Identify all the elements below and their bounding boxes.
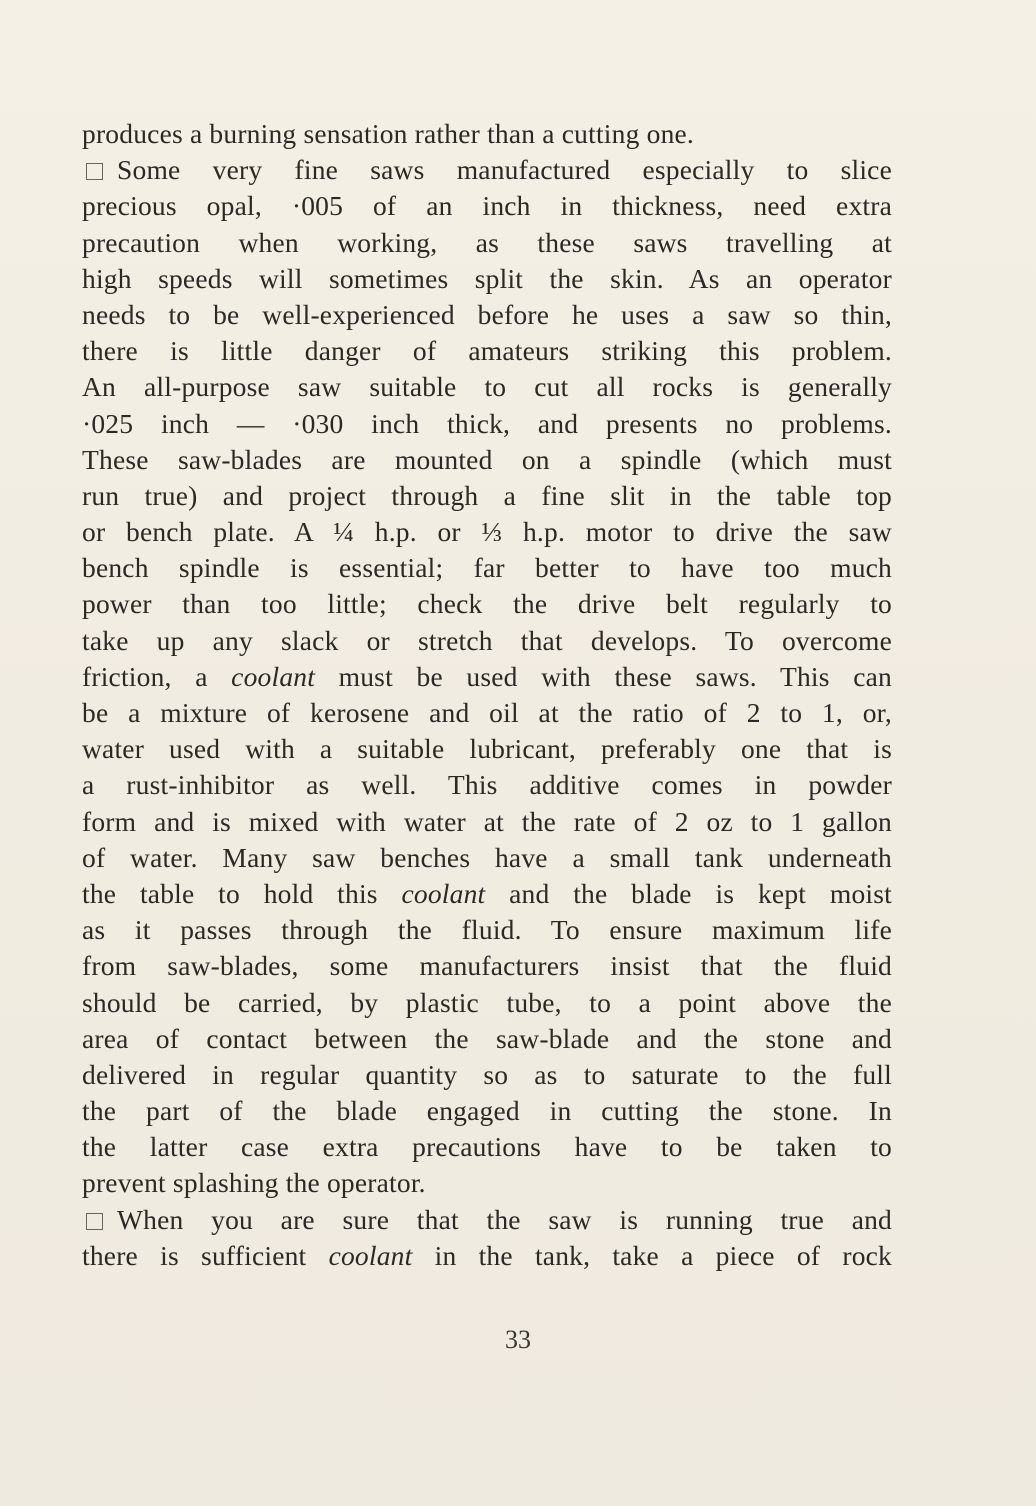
line-text: produces a burning sensation rather than a cutting one. [82,118,694,149]
line-text: needs to be well-experienced before he uses a saw so thin, [82,298,892,330]
text-line [82,442,892,478]
text-line [82,514,892,550]
text-line [82,550,892,586]
line-text: These saw-blades are mounted on a spindle (which must [82,443,892,475]
line-text: there is sufficient coolant in the tank, take a piece of rock [82,1239,892,1271]
line-text: a rust-inhibitor as well. This additive comes in powder [82,769,892,801]
italic-term: coolant [231,660,316,692]
line-text: prevent splashing the operator. [82,1167,426,1199]
text-line [82,152,892,188]
text-line [82,1129,892,1165]
text-line [82,623,892,659]
paragraph-box-icon [86,1213,103,1230]
text-line [82,948,892,984]
line-text: run true) and project through a fine slit in the table top [82,479,892,511]
line-text: should be carried, by plastic tube, to a point above the [82,986,892,1018]
text-line [82,985,892,1021]
paragraph-box-icon [86,163,103,180]
text-line [82,659,892,695]
line-text: of water. Many saw benches have a small tank underneath [82,841,892,873]
line-text: the latter case extra precautions have to be taken to [82,1131,892,1163]
line-text: as it passes through the fluid. To ensure maximum life [82,914,892,946]
text-line [82,731,892,767]
text-line [82,406,892,442]
text-line [82,840,892,876]
line-text: friction, a coolant must be used with these saws. This can [82,660,892,692]
line-text: the table to hold this coolant and the blade is kept moist [82,877,892,909]
line-text: form and is mixed with water at the rate of 2 oz to 1 gallon [82,805,892,837]
line-text: be a mixture of kerosene and oil at the ratio of 2 to 1, or, [82,697,892,728]
line-text: An all-purpose saw suitable to cut all rocks is generally [82,371,892,403]
text-line [82,261,892,297]
text-line [82,1165,892,1201]
text-line [82,1021,892,1057]
italic-term: coolant [328,1239,413,1271]
text-line [82,586,892,622]
text-line [82,1202,892,1238]
line-text: Some very fine saws manufactured especially to slice [117,154,892,186]
text-line [82,333,892,369]
line-text: area of contact between the saw-blade and the stone and [82,1022,892,1054]
text-line [82,1238,892,1274]
text-line [82,116,892,152]
line-text: bench spindle is essential; far better to have too much [82,552,892,584]
text-line [82,1057,892,1093]
text-line [82,695,892,731]
line-text: there is little danger of amateurs striking this problem. [82,335,892,367]
line-text: precaution when working, as these saws travelling at [82,226,892,258]
line-text: the part of the blade engaged in cutting the stone. In [82,1095,892,1127]
line-text: take up any slack or stretch that develops. To overcome [82,624,892,656]
text-line [82,876,892,912]
line-text: from saw-blades, some manufacturers insist that the fluid [82,950,892,982]
text-line [82,225,892,261]
line-text: water used with a suitable lubricant, preferably one that is [82,733,892,765]
line-text: power than too little; check the drive belt regularly to [82,588,892,620]
text-line [82,369,892,405]
line-text: ·025 inch — ·030 inch thick, and presents no problems. [82,407,892,439]
page-number: 33 [505,1325,531,1354]
text-line [82,1093,892,1129]
text-line [82,912,892,948]
body-text [82,116,892,1274]
line-text: When you are sure that the saw is running true and [117,1203,892,1235]
line-text: delivered in regular quantity so as to saturate to the full [82,1058,892,1090]
text-line [82,767,892,803]
text-line [82,804,892,840]
text-line [82,297,892,333]
text-line [82,478,892,514]
text-line [82,188,892,224]
line-text: or bench plate. A ¼ h.p. or ⅓ h.p. motor to drive the saw [82,516,892,548]
line-text: precious opal, ·005 of an inch in thickness, need extra [82,190,892,222]
italic-term: coolant [401,877,486,909]
line-text: high speeds will sometimes split the skin. As an operator [82,262,892,294]
